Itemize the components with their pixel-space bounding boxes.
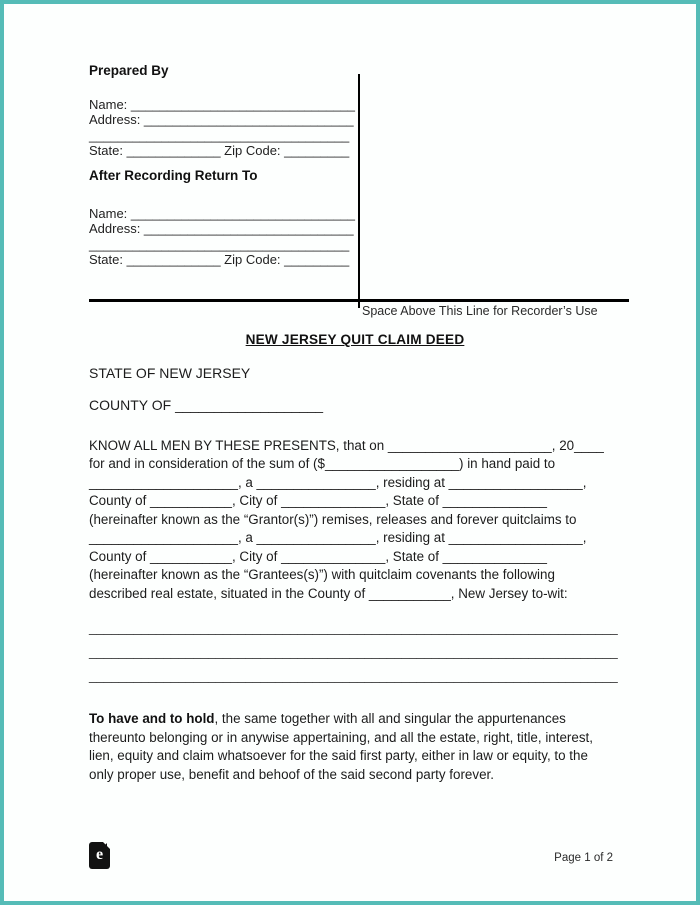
- description-blank-line: _______________________________________________________________________: [89, 668, 618, 683]
- deed-body-line: for and in consideration of the sum of ($__________________) in hand paid to: [89, 456, 556, 472]
- deed-body-line: described real estate, situated in the County of ___________, New Jersey to-wit:: [89, 585, 568, 601]
- deed-body-line: KNOW ALL MEN BY THESE PRESENTS, that on ______________________, 20____: [89, 438, 604, 453]
- return-to-heading: After Recording Return To: [89, 168, 258, 183]
- return-to-address-line: Address: _____________________________: [89, 221, 354, 237]
- deed-body-line: ____________________, a ________________, residing at __________________,: [89, 474, 587, 490]
- page-number: Page 1 of 2: [554, 852, 613, 864]
- return-to-block: [89, 168, 355, 268]
- habendum-paragraph: [89, 710, 634, 784]
- deed-body-line: (hereinafter known as the “Grantor(s)”) remises, releases and forever quitclaims to: [89, 511, 577, 527]
- habendum-line: [89, 710, 634, 729]
- habendum-line: thereunto belonging or in anywise appertaining, and all the estate, right, title, interest,: [89, 729, 593, 745]
- return-to-name-line: Name: _______________________________: [89, 206, 356, 221]
- recorder-use-note: Space Above This Line for Recorder’s Use: [362, 304, 598, 318]
- state-of-line: STATE OF NEW JERSEY: [89, 365, 251, 381]
- deed-body-line: County of ___________, City of ______________, State of ______________: [89, 548, 547, 564]
- deed-body-line: (hereinafter known as the “Grantees(s)”) with quitclaim covenants the following: [89, 567, 555, 583]
- habendum-lead: To have and to hold: [89, 711, 215, 726]
- habendum-line: lien, equity and claim whatsoever for the said first party, either in law or equity, to the: [89, 748, 588, 763]
- eforms-logo-letter: e: [95, 846, 104, 863]
- deed-body-line: ____________________, a ________________, residing at __________________,: [89, 530, 587, 546]
- habendum-line: only proper use, benefit and behoof of the said second party forever.: [89, 766, 494, 782]
- prepared-by-name-line: Name: _______________________________: [89, 97, 356, 112]
- prepared-by-heading: Prepared By: [89, 63, 169, 78]
- vertical-divider-rule: [358, 74, 360, 308]
- deed-title: NEW JERSEY QUIT CLAIM DEED: [245, 332, 465, 347]
- prepared-by-state-zip-line: State: _____________ Zip Code: _________: [89, 143, 350, 159]
- return-to-address2-line: ____________________________________: [89, 236, 350, 252]
- county-of-line: COUNTY OF ___________________: [89, 397, 324, 413]
- description-blank-line: _______________________________________________________________________: [89, 644, 618, 659]
- deed-body-paragraph: [89, 437, 621, 603]
- description-blank-line: _______________________________________________________________________: [89, 620, 618, 635]
- prepared-by-address2-line: ____________________________________: [89, 127, 350, 143]
- prepared-by-block: [89, 63, 355, 159]
- deed-body-line: County of ___________, City of ______________, State of ______________: [89, 493, 547, 509]
- habendum-lead-rest: , the same together with all and singular the appurtenances: [214, 711, 566, 726]
- return-to-state-zip-line: State: _____________ Zip Code: _________: [89, 252, 350, 268]
- eforms-logo: [89, 842, 110, 869]
- prepared-by-address-line: Address: _____________________________: [89, 112, 354, 128]
- legal-description-blank-lines: [89, 616, 621, 688]
- recorder-separator-rule: [89, 299, 629, 302]
